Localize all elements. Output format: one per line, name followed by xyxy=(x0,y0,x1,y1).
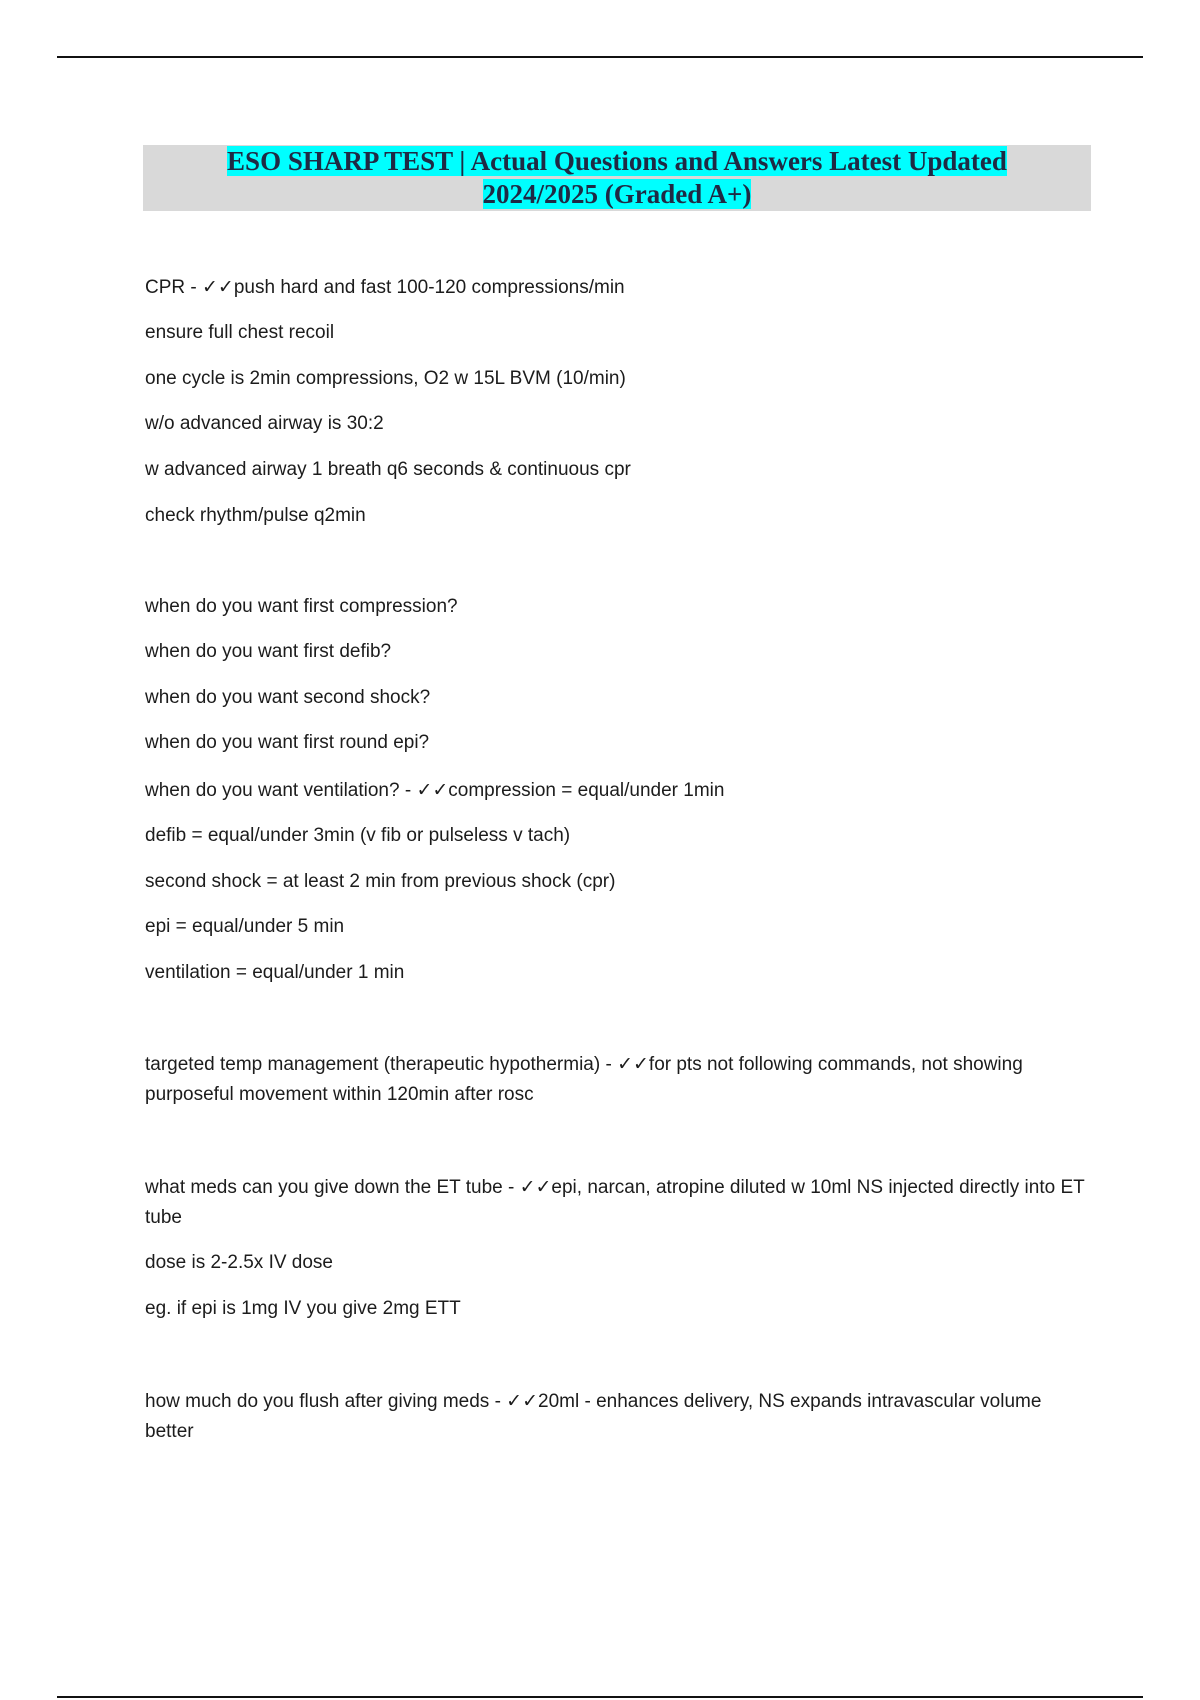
text-line: defib = equal/under 3min (v fib or pulseless v tach) xyxy=(145,825,571,846)
text-line: when do you want first compression? xyxy=(145,596,458,617)
text-line: check rhythm/pulse q2min xyxy=(145,505,366,526)
text-line: ensure full chest recoil xyxy=(145,322,335,343)
text-line: when do you want first round epi? xyxy=(145,732,430,753)
text-paragraph: targeted temp management (therapeutic hypothermia) - ✓✓for pts not following commands, not showing purposeful movement within 120min after rosc xyxy=(145,1054,1023,1105)
title-line-2: 2024/2025 (Graded A+) xyxy=(482,179,752,209)
text-paragraph: how much do you flush after giving meds - ✓✓20ml - enhances delivery, NS expands intravascular volume better xyxy=(145,1391,1042,1442)
header-rule xyxy=(57,56,1143,58)
text-line: second shock = at least 2 min from previous shock (cpr) xyxy=(145,871,616,892)
document-title xyxy=(143,145,1091,211)
text-line: when do you want second shock? xyxy=(145,687,431,708)
text-line: w/o advanced airway is 30:2 xyxy=(145,413,384,434)
text-line: when do you want ventilation? - ✓✓compression = equal/under 1min xyxy=(145,780,725,801)
text-line: eg. if epi is 1mg IV you give 2mg ETT xyxy=(145,1298,461,1319)
title-line-1: ESO SHARP TEST | Actual Questions and Answers Latest Updated xyxy=(227,146,1007,176)
footer-rule xyxy=(57,1696,1143,1698)
text-line: when do you want first defib? xyxy=(145,641,392,662)
text-line: ventilation = equal/under 1 min xyxy=(145,962,405,983)
text-line: CPR - ✓✓push hard and fast 100-120 compressions/min xyxy=(145,277,625,298)
text-line: one cycle is 2min compressions, O2 w 15L BVM (10/min) xyxy=(145,368,626,389)
text-paragraph: what meds can you give down the ET tube - ✓✓epi, narcan, atropine diluted w 10ml NS injected directly into ET tube xyxy=(145,1177,1085,1228)
text-line: dose is 2-2.5x IV dose xyxy=(145,1252,333,1273)
text-line: epi = equal/under 5 min xyxy=(145,916,345,937)
text-line: w advanced airway 1 breath q6 seconds & continuous cpr xyxy=(145,459,631,480)
